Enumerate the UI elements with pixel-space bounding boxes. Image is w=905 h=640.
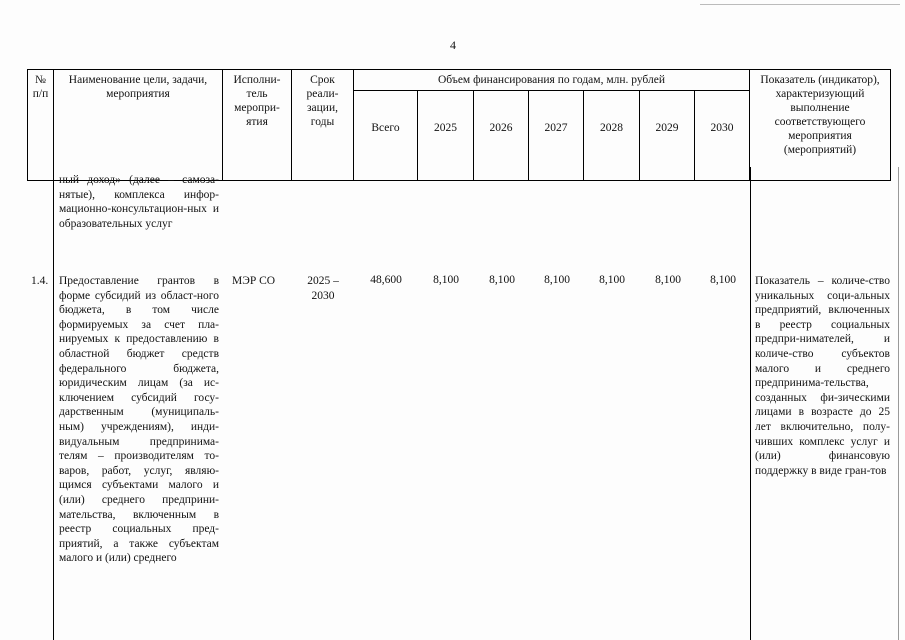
row-year-value: 8,100	[544, 274, 570, 286]
row-number: 1.4.	[31, 275, 49, 287]
column-rule	[750, 167, 751, 640]
row-total: 48,600	[370, 274, 402, 286]
row-indicator: Показатель – количе-ство уникальных соци-альных предприятий, включенных в реестр социальных предпри-нимателей, и количе-ство субъектов малого и среднего предпринима-тельства, созданных фи-зическими лицами в возрасте до 25 лет включительно, полу-чивших комплекс услуг и (или) финансовую поддержку в виде гран-тов	[755, 275, 890, 477]
row-name: Предоставление грантов в форме субсидий из област-ного бюджета, в том числе формируемых за счет пла-нируемых к предоставлению в областной бюджет средств федерального бюджета, юридическим лицам (за ис-ключением субсидий госу-дарственным (муниципаль-ным) учреждениям), инди-видуальным предпринима-телям – производителям то-варов, работ, услуг, являю-щимся субъектами малого и (или) среднего предприни-мательства, включенным в реестр социальных пред-приятий, а также субъектам малого и (или) среднего	[59, 275, 219, 565]
header-executor: Исполни-тель меропри-ятия	[223, 70, 292, 181]
header-year: 2025	[418, 91, 474, 181]
row-year-value: 8,100	[489, 274, 515, 286]
header-year: 2027	[529, 91, 584, 181]
row-executor: МЭР СО	[232, 275, 276, 287]
page-number: 4	[450, 38, 456, 52]
header-name: Наименование цели, задачи, мероприятия	[54, 70, 223, 181]
header-indicator: Показатель (индикатор), характеризующий выполнение соответствующего мероприятия (мероприятий)	[750, 70, 891, 181]
table-header	[27, 69, 891, 181]
column-rule	[53, 167, 54, 640]
header-year: 2028	[584, 91, 640, 181]
header-num: № п/п	[28, 70, 54, 181]
header-term: Срок реали-зации, годы	[292, 70, 354, 181]
header-year: 2030	[695, 91, 750, 181]
header-year: 2029	[640, 91, 695, 181]
scan-edge-line	[700, 4, 900, 5]
row-year-value: 8,100	[655, 274, 681, 286]
continued-row-text: ный доход» (далее – самоза-нятые), комплекса инфор-мационно-консультацион-ных и образовательных услуг	[59, 174, 219, 230]
header-year: 2026	[474, 91, 529, 181]
row-year-value: 8,100	[433, 274, 459, 286]
row-year-value: 8,100	[599, 274, 625, 286]
column-rule	[898, 167, 899, 640]
row-year-value: 8,100	[710, 274, 736, 286]
row-term: 2025 – 2030	[307, 275, 339, 302]
header-total: Всего	[354, 91, 418, 181]
header-funding: Объем финансирования по годам, млн. рублей	[354, 70, 750, 91]
